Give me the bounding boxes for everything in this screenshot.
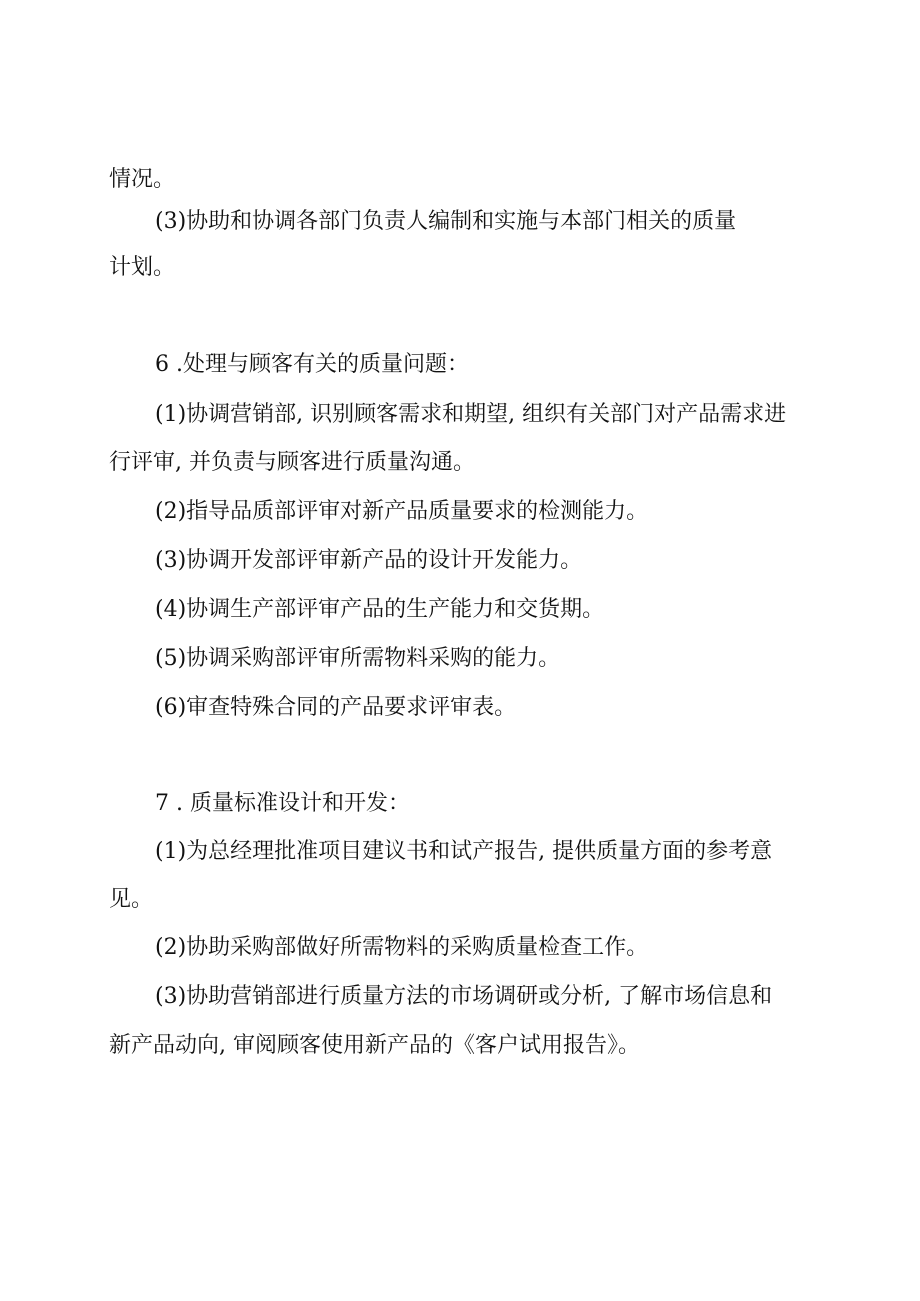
list-item-7-3-line-2: 新产品动向, 审阅顾客使用新产品的《客户试用报告》。 bbox=[109, 1033, 640, 1058]
list-item-6-4: (4)协调生产部评审产品的生产能力和交货期。 bbox=[155, 597, 605, 622]
list-item-7-3-line-1: (3)协助营销部进行质量方法的市场调研或分析, 了解市场信息和 bbox=[155, 984, 773, 1009]
list-item-6-6: (6)审查特殊合同的产品要求评审表。 bbox=[155, 695, 517, 720]
section-heading-6: 6 .处理与顾客有关的质量问题： bbox=[155, 352, 469, 377]
section-heading-7: 7 . 质量标准设计和开发： bbox=[155, 791, 410, 816]
list-item-6-3: (3)协调开发部评审新产品的设计开发能力。 bbox=[155, 548, 583, 573]
list-item-5-3-line-1: (3)协助和协调各部门负责人编制和实施与本部门相关的质量 bbox=[155, 209, 737, 234]
list-item-7-2: (2)协助采购部做好所需物料的采购质量检查工作。 bbox=[155, 935, 649, 960]
list-item-6-5: (5)协调采购部评审所需物料采购的能力。 bbox=[155, 646, 561, 671]
paragraph-continuation: 情况。 bbox=[109, 167, 176, 192]
list-item-7-1-line-1: (1)为总经理批准项目建议书和试产报告, 提供质量方面的参考意 bbox=[155, 839, 773, 864]
list-item-6-2: (2)指导品质部评审对新产品质量要求的检测能力。 bbox=[155, 499, 649, 524]
list-item-7-1-line-2: 见。 bbox=[109, 887, 154, 912]
list-item-5-3-line-2: 计划。 bbox=[109, 255, 176, 280]
list-item-6-1-line-2: 行评审, 并负责与顾客进行质量沟通。 bbox=[109, 450, 475, 475]
list-item-6-1-line-1: (1)协调营销部, 识别顾客需求和期望, 组织有关部门对产品需求进 bbox=[155, 402, 787, 427]
